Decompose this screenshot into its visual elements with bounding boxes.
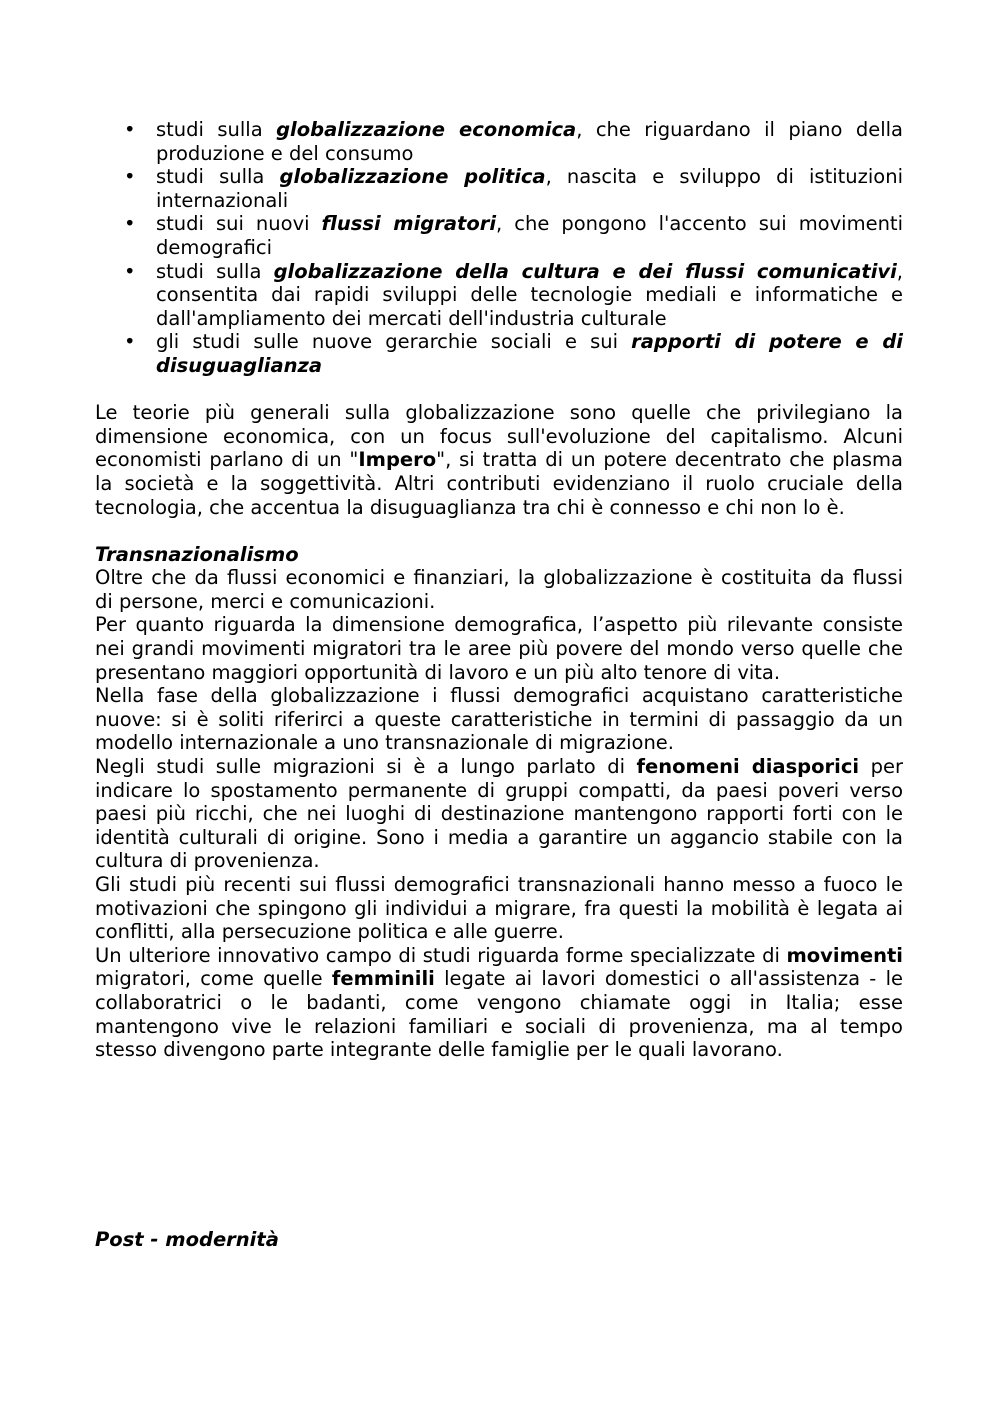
impero-term: Impero [358, 448, 437, 472]
paragraph: Oltre che da flussi economici e finanziari, la globalizzazione è costituita da flussi di persone, merci e comunicazioni. [95, 566, 903, 613]
bullet-icon: • [124, 330, 136, 354]
paragraph: Per quanto riguarda la dimensione demografica, l’aspetto più rilevante consiste nei grandi movimenti migratori tra le aree più povere del mondo verso quelle che presentano maggiori opportunità di lavoro e un più alto tenore di vita. [95, 613, 903, 684]
bullet-icon: • [124, 118, 136, 141]
bold-term: femminili [331, 967, 435, 991]
list-item: • studi sulla globalizzazione politica, nascita e sviluppo di istituzioni internazionali [124, 165, 903, 212]
bullet-icon: • [124, 259, 136, 283]
list-item: • studi sulla globalizzazione economica, che riguardano il piano della produzione e del consumo [124, 118, 903, 165]
bold-term: movimenti [786, 943, 903, 967]
emphasis: globalizzazione della cultura e dei flussi comunicativi [273, 259, 897, 283]
emphasis: flussi migratori [321, 212, 497, 236]
bullet-icon: • [124, 212, 136, 236]
paragraph: Nella fase della globalizzazione i flussi demografici acquistano caratteristiche nuove: si è soliti riferirci a queste caratteristiche in termini di passaggio da un modello internazionale a uno transnazionale di migrazione. [95, 684, 903, 755]
bold-term: fenomeni diasporici [636, 755, 860, 779]
emphasis: globalizzazione economica [276, 118, 577, 141]
paragraph: Un ulteriore innovativo campo di studi riguarda forme specializzate di movimenti migratori, come quelle femminili legate ai lavori domestici o all'assistenza - le collaboratrici o le badanti, come vengono chiamate oggi in Italia; esse mantengono vive le relazioni familiari e sociali di provenienza, ma al tempo stesso divengono parte integrante delle famiglie per le quali lavorano. [95, 943, 903, 1062]
section-heading-transnazionalismo: Transnazionalismo [95, 542, 299, 566]
document-page [95, 118, 903, 1062]
bullet-icon: • [124, 165, 136, 189]
spacer [95, 519, 903, 543]
paragraph: Negli studi sulle migrazioni si è a lungo parlato di fenomeni diasporici per indicare lo spostamento permanente di gruppi compatti, da paesi poveri verso paesi più ricchi, che nei luoghi di destinazione mantengono rapporti forti con le identità culturali di origine. Sono i media a garantire un aggancio stabile con la cultura di provenienza. [95, 755, 903, 873]
list-item: • studi sulla globalizzazione della cultura e dei flussi comunicativi, consentita dai rapidi sviluppi delle tecnologie mediali e informatiche e dall'ampliamento dei mercati dell'industria culturale [124, 259, 903, 330]
intro-paragraph: Le teorie più generali sulla globalizzazione sono quelle che privilegiano la dimensione economica, con un focus sull'evoluzione del capitalismo. Alcuni economisti parlano di un "Impero", si tratta di un potere decentrato che plasma la società e la soggettività. Altri contributi evidenziano il ruolo cruciale della tecnologia, che accentua la disuguaglianza tra chi è connesso e chi non lo è. [95, 401, 903, 519]
paragraph: Gli studi più recenti sui flussi demografici transnazionali hanno messo a fuoco le motivazioni che spingono gli individui a migrare, fra questi la mobilità è legata ai conflitti, alla persecuzione politica e alle guerre. [95, 873, 903, 944]
list-item: • gli studi sulle nuove gerarchie sociali e sui rapporti di potere e di disuguaglianza [124, 330, 903, 377]
emphasis: globalizzazione politica [279, 165, 546, 189]
emphasis: rapporti di potere e di disuguaglianza [156, 330, 903, 377]
study-topics-list [95, 118, 903, 378]
list-item: • studi sui nuovi flussi migratori, che pongono l'accento sui movimenti demografici [124, 212, 903, 259]
section-heading-post-modernita: Post - modernità [95, 1228, 279, 1251]
spacer [95, 378, 903, 402]
